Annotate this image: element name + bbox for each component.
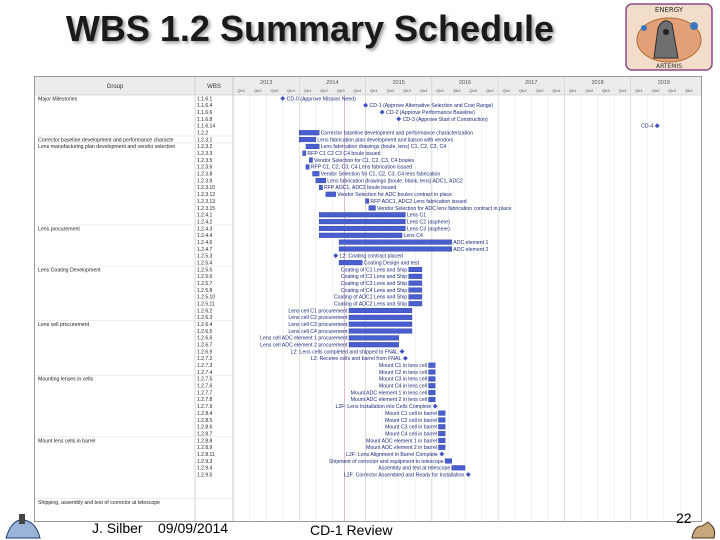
task-bar xyxy=(309,158,312,163)
milestone-diamond xyxy=(466,472,471,477)
wbs-code: 1.2.6.6 xyxy=(197,335,213,342)
task-label: Coating of ADC1 Lens and Ship xyxy=(333,294,408,301)
wbs-code: 1.2.8.11 xyxy=(197,451,215,458)
wbs-code: 1.2.5.11 xyxy=(197,301,215,308)
wbs-code: 1.2.4.1 xyxy=(197,212,213,219)
milestone-diamond xyxy=(280,96,285,101)
task-bar xyxy=(429,370,436,375)
wbs-code: 1.2.4.3 xyxy=(197,226,213,233)
task-label: Lens fabrication drawings (boule, lens) C1, C2, C3, C4 xyxy=(320,144,447,151)
milestone-diamond xyxy=(655,123,660,128)
quarter-label: Qtr3 xyxy=(469,88,478,93)
wbs-code: 1.2.3.1 xyxy=(197,137,213,144)
milestone-diamond xyxy=(380,110,385,115)
task-bar xyxy=(299,130,319,135)
wbs-code: 1.2.6.9 xyxy=(197,349,213,356)
quarter-label: Qtr4 xyxy=(618,88,627,93)
task-bar xyxy=(438,411,445,416)
wbs-code: 1.2.5.4 xyxy=(197,260,213,267)
quarter-label: Qtr2 xyxy=(519,88,527,93)
milestone-diamond xyxy=(433,404,438,409)
task-bar xyxy=(366,199,369,204)
task-label: Mount C2 cell in barrel xyxy=(385,417,437,424)
year-label: 2018 xyxy=(591,80,604,86)
task-label: RFP C1 C2 C3 C4 boule issued xyxy=(307,151,381,158)
task-label: Lens C3 (asphere) xyxy=(406,226,450,233)
wbs-code: 1.2.6.3 xyxy=(197,315,213,322)
task-bar xyxy=(429,390,436,395)
wbs-code: 1.2.8.7 xyxy=(197,431,213,438)
quarter-label: Qtr3 xyxy=(270,88,279,93)
quarter-label: Qtr4 xyxy=(353,88,362,93)
wbs-code: 1.2.3.5 xyxy=(197,157,213,164)
task-label: RFP C1, C2, C3, C4 Lens fabrication issued xyxy=(310,164,413,171)
task-bar xyxy=(326,192,336,197)
wbs-code: 1.2.7.8 xyxy=(197,397,213,404)
group-label: Corrector baseline development and performance characte xyxy=(38,137,174,144)
wbs-code: 1.1.6.8 xyxy=(197,116,213,123)
task-bar xyxy=(438,438,445,443)
group-label: Mounting lenses in cells xyxy=(38,376,94,383)
task-bar xyxy=(429,383,436,388)
task-label: Mount C3 cell in barrel xyxy=(385,424,437,431)
gantt-svg xyxy=(35,77,701,521)
wbs-code: 1.2.3.9 xyxy=(197,178,213,185)
quarter-label: Qtr3 xyxy=(403,88,411,93)
task-bar xyxy=(349,342,399,347)
wbs-code: 1.2.8.6 xyxy=(197,424,213,431)
task-bar xyxy=(299,137,316,142)
task-bar xyxy=(429,397,436,402)
wbs-code: 1.2.3.8 xyxy=(197,171,213,178)
wbs-code: 1.2.8.5 xyxy=(197,417,213,424)
task-label: Lens cell ADC element 2 procurement xyxy=(260,342,348,349)
task-label: Coating of C3 Lens and Ship xyxy=(340,280,408,287)
milestone-diamond xyxy=(396,116,401,121)
task-label: Coating of C4 Lens and Ship xyxy=(340,287,408,294)
quarter-label: Qtr4 xyxy=(287,88,295,93)
task-bar xyxy=(319,219,405,224)
task-label: Corrector baseline development and performance characterization xyxy=(320,130,473,137)
task-label: RFP ADC1, ADC2 boule issued xyxy=(323,185,397,192)
wbs-code: 1.2.8.8 xyxy=(197,438,213,445)
task-label: RFP ADC1, ADC2 Lens fabrication issued xyxy=(370,198,467,205)
task-label: CD-1 (Approve Alternative Selection and Cost Range) xyxy=(369,103,494,110)
wbs-code: 1.2.6.2 xyxy=(197,308,213,315)
task-bar xyxy=(349,315,412,320)
task-label: Mount C4 cell in barrel xyxy=(385,431,437,438)
task-bar xyxy=(306,165,309,170)
task-bar xyxy=(303,151,306,156)
wbs-code: 1.2.3.12 xyxy=(197,192,216,199)
task-bar xyxy=(319,226,405,231)
wbs-code: 1.2.7.2 xyxy=(197,356,213,363)
year-label: 2014 xyxy=(326,80,339,86)
task-label: Mount ADC element 1 in lens cell xyxy=(350,390,428,397)
logo-text-top: ENERGY xyxy=(654,6,684,14)
task-bar xyxy=(429,377,436,382)
wbs-code: 1.2.5.3 xyxy=(197,253,213,260)
wbs-code: 1.2.3.2 xyxy=(197,144,213,151)
year-label: 2015 xyxy=(392,80,405,86)
group-label: Major Milestones xyxy=(38,96,78,103)
wbs-code: 1.2.5.10 xyxy=(197,294,216,301)
task-label: L2F: Lens Installation into Cells Complete xyxy=(335,404,432,411)
wbs-code: 1.2.7.3 xyxy=(197,363,213,370)
review-name: CD-1 Review xyxy=(310,522,393,538)
task-bar xyxy=(438,424,445,429)
wbs-code: 1.2.7.9 xyxy=(197,404,213,411)
year-label: 2016 xyxy=(458,80,472,86)
task-label: L2: Coating contract placed xyxy=(339,253,403,260)
task-bar xyxy=(445,459,452,464)
task-bar xyxy=(438,431,445,436)
task-label: Mount ADC element 2 in barrel xyxy=(366,445,437,452)
wbs-code: 1.2.3.10 xyxy=(197,185,216,192)
task-label: Mount C4 in lens cell xyxy=(378,383,428,390)
slide-title: WBS 1.2 Summary Schedule xyxy=(65,8,555,49)
quarter-label: Qtr2 xyxy=(585,88,594,93)
task-label: Assembly and test at telescope xyxy=(378,465,451,472)
task-label: Lens fabrication drawings (boule, blank, lens) ADC1, ADC2 xyxy=(327,178,463,185)
quarter-label: Qtr4 xyxy=(684,88,693,93)
presentation-date: 09/09/2014 xyxy=(158,520,229,536)
group-label: Lens cell procurement xyxy=(38,322,90,329)
task-label: Lens cell C4 procurement xyxy=(288,328,348,335)
wbs-code: 1.2.3.3 xyxy=(197,151,213,158)
quarter-label: Qtr1 xyxy=(303,88,312,93)
wbs-code: 1.2.4.7 xyxy=(197,246,213,253)
logo-text-bottom: ARTEMIS xyxy=(655,63,683,70)
task-bar xyxy=(452,465,465,470)
task-label: Vendor Selection for ADC lens fabrication contract in place xyxy=(377,205,512,212)
task-label: Mount C1 cell in barrel xyxy=(385,410,437,417)
quarter-label: Qtr4 xyxy=(419,88,428,93)
task-label: Lens cell C2 procurement xyxy=(288,315,348,322)
task-label: Lens C4 xyxy=(403,233,423,240)
wbs-code: 1.2.3.13 xyxy=(197,198,216,205)
header-wbs-label: WBS xyxy=(207,84,221,90)
task-label: L2F: Lens Alignment in Barrel Complete xyxy=(346,451,438,458)
wbs-code: 1.2.4.4 xyxy=(197,233,213,240)
task-bar xyxy=(319,233,402,238)
telescope-icon xyxy=(2,510,42,540)
wbs-code: 1.2.3.6 xyxy=(197,164,213,171)
task-label: Vendor Selection for C1, C2, C3, C4 boules xyxy=(314,157,415,164)
task-label: Coating of C2 Lens and Ship xyxy=(340,274,408,281)
task-label: CD-0 (Approve Mission Need) xyxy=(286,96,356,103)
task-bar xyxy=(409,274,422,279)
task-label: Mount C1 in lens cell xyxy=(378,363,428,370)
year-label: 2013 xyxy=(260,80,273,86)
task-bar xyxy=(349,308,412,313)
gantt-chart xyxy=(34,76,702,522)
wbs-code: 1.2.6.4 xyxy=(197,322,213,329)
wbs-code: 1.2.8.4 xyxy=(197,410,213,417)
task-label: CD-4 xyxy=(641,123,654,130)
wbs-code: 1.2.4.2 xyxy=(197,219,213,226)
wbs-code: 1.2.2 xyxy=(197,130,209,137)
task-bar xyxy=(339,240,452,245)
wbs-code: 1.1.6.4 xyxy=(197,103,213,110)
year-label: 2019 xyxy=(657,80,670,86)
group-label: Mount lens cells in barrel xyxy=(38,438,96,445)
quarter-label: Qtr3 xyxy=(336,88,345,93)
wbs-code: 1.1.6.1 xyxy=(197,96,213,103)
task-label: ADC element 2 xyxy=(453,246,489,253)
quarter-label: Qtr3 xyxy=(601,88,610,93)
task-label: Coating Design and test xyxy=(363,260,420,267)
task-label: Mount ADC element 1 in barrel xyxy=(366,438,437,445)
wbs-code: 1.1.6.6 xyxy=(197,110,213,117)
task-bar xyxy=(438,445,445,450)
task-label: CD-3 (Approve Start of Construction) xyxy=(402,116,488,123)
task-bar xyxy=(319,212,405,217)
header-group-label: Group xyxy=(106,84,124,90)
task-bar xyxy=(409,281,422,286)
wbs-code: 1.2.4.6 xyxy=(197,239,213,246)
quarter-label: Qtr1 xyxy=(568,88,577,93)
task-label: Lens C1 xyxy=(406,212,427,219)
quarter-label: Qtr3 xyxy=(668,88,677,93)
quarter-label: Qtr2 xyxy=(452,88,461,93)
task-label: Mount C3 in lens cell xyxy=(378,376,428,383)
quarter-label: Qtr4 xyxy=(552,88,561,93)
wbs-code: 1.2.6.5 xyxy=(197,328,213,335)
task-label: Lens cell ADC element 1 procurement xyxy=(260,335,348,342)
task-label: Coating of ADC2 Lens and Ship xyxy=(333,301,408,308)
wbs-code: 1.2.5.8 xyxy=(197,287,213,294)
wbs-code: 1.2.7.7 xyxy=(197,390,213,397)
wbs-code: 1.2.3.15 xyxy=(197,205,216,212)
task-bar xyxy=(349,336,399,341)
quarter-label: Qtr2 xyxy=(253,88,262,93)
task-label: ADC element 1 xyxy=(453,239,489,246)
wbs-code: 1.1.6.14 xyxy=(197,123,216,130)
task-label: Mount ADC element 2 in lens cell xyxy=(350,397,428,404)
task-label: L2F: Corrector Assembled and Ready for Installation xyxy=(343,472,465,479)
wbs-code: 1.2.7.4 xyxy=(197,369,213,376)
wbs-code: 1.2.7.6 xyxy=(197,383,213,390)
dog-icon xyxy=(690,518,718,540)
task-label: Lens cell C1 procurement xyxy=(288,308,348,315)
group-label: Shipping, assembly and test of corrector at telescope xyxy=(38,499,160,506)
year-label: 2017 xyxy=(525,80,538,86)
task-bar xyxy=(409,288,422,293)
wbs-code: 1.2.5.7 xyxy=(197,280,213,287)
quarter-label: Qtr1 xyxy=(237,88,246,93)
task-bar xyxy=(319,185,322,190)
task-label: L2: Lens cells completed and shipped to FNAL xyxy=(290,349,399,356)
milestone-diamond xyxy=(363,103,368,108)
task-bar xyxy=(409,267,422,272)
task-bar xyxy=(429,363,436,368)
task-label: Coating of C1 Lens and Ship xyxy=(340,267,408,274)
task-bar xyxy=(339,247,452,252)
quarter-label: Qtr1 xyxy=(502,88,511,93)
milestone-diamond xyxy=(400,349,405,354)
project-logo xyxy=(624,2,714,72)
quarter-label: Qtr1 xyxy=(635,88,643,93)
task-bar xyxy=(306,144,319,149)
task-bar xyxy=(316,178,326,183)
task-label: L2: Receive cells and barrel from FNAL xyxy=(310,356,402,363)
task-label: Shipment of corrector and equipment to telescope xyxy=(328,458,444,465)
milestone-diamond xyxy=(439,452,444,457)
task-bar xyxy=(438,418,445,423)
task-label: CD-2 (Approve Performance Baseline) xyxy=(386,110,475,117)
page-number: 22 xyxy=(676,510,692,526)
group-label: Lens procurement xyxy=(38,226,80,233)
task-bar xyxy=(409,295,422,300)
quarter-label: Qtr2 xyxy=(386,88,395,93)
quarter-label: Qtr4 xyxy=(485,88,494,93)
task-label: Lens cell C3 procurement xyxy=(288,322,348,329)
wbs-code: 1.2.7.5 xyxy=(197,376,213,383)
milestone-diamond xyxy=(403,356,408,361)
task-label: Lens fabrication plan development and liaison with vendors xyxy=(317,137,454,144)
task-bar xyxy=(409,301,422,306)
wbs-code: 1.2.9.3 xyxy=(197,458,213,465)
wbs-code: 1.2.5.5 xyxy=(197,267,213,274)
wbs-code: 1.2.8.9 xyxy=(197,445,213,452)
task-bar xyxy=(349,329,412,334)
wbs-code: 1.2.9.5 xyxy=(197,472,213,479)
task-label: Lens C2 (asphere) xyxy=(406,219,450,226)
quarter-label: Qtr2 xyxy=(651,88,660,93)
wbs-code: 1.2.5.6 xyxy=(197,274,213,281)
task-bar xyxy=(339,260,362,265)
quarter-label: Qtr1 xyxy=(436,88,445,93)
author-name: J. Silber xyxy=(92,520,143,536)
task-label: Vendor Selection for C1, C2, C3, C4 lens fabrication xyxy=(320,171,441,178)
task-bar xyxy=(349,322,412,327)
task-label: Mount C2 in lens cell xyxy=(378,369,428,376)
task-bar xyxy=(369,206,376,211)
group-label: Lens manufacturing plan development and vendor selection xyxy=(38,144,176,151)
quarter-label: Qtr3 xyxy=(535,88,544,93)
wbs-code: 1.2.6.7 xyxy=(197,342,213,349)
quarter-label: Qtr1 xyxy=(369,88,378,93)
task-bar xyxy=(313,171,320,176)
wbs-code: 1.2.9.4 xyxy=(197,465,213,472)
group-label: Lens Coating Development xyxy=(38,267,101,274)
milestone-diamond xyxy=(333,253,338,258)
task-label: Vendor Selection for ADC boules contract in place xyxy=(337,192,453,199)
quarter-label: Qtr2 xyxy=(320,88,329,93)
